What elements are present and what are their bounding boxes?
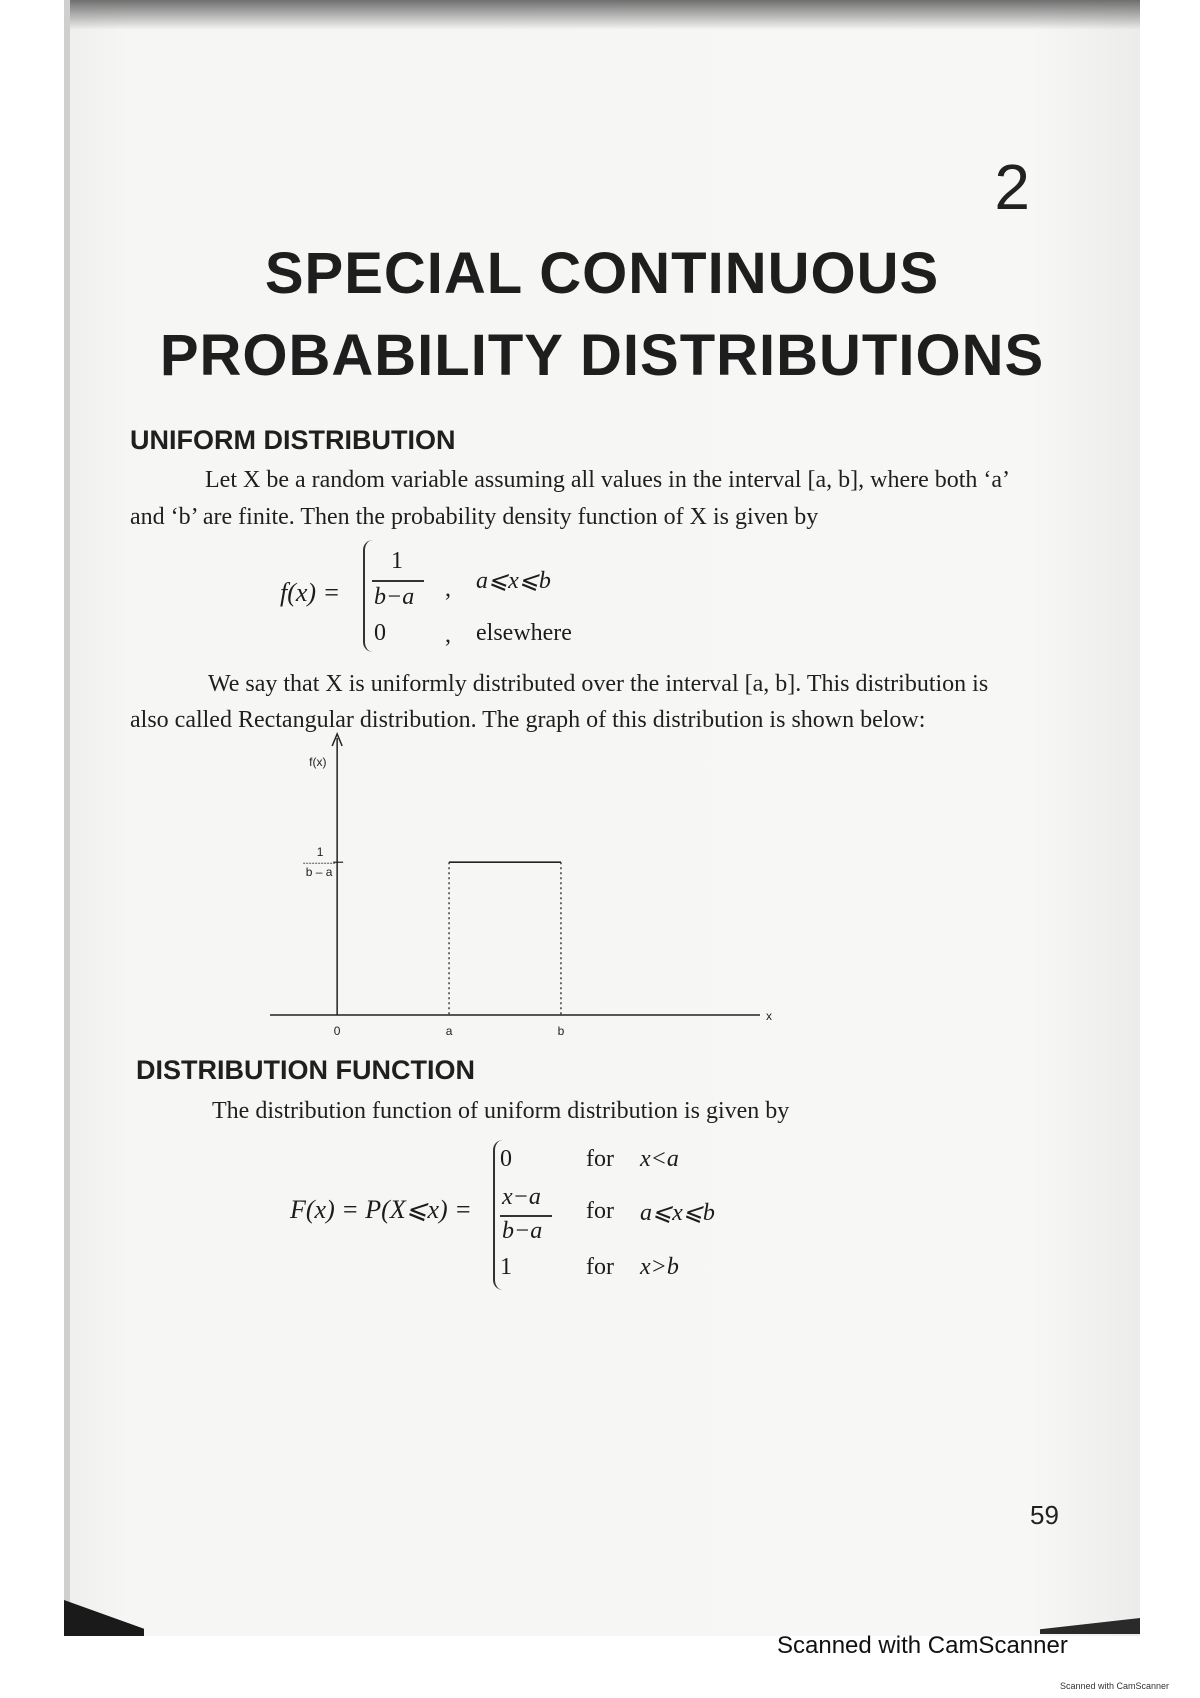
cdf-row1-for: for	[586, 1146, 614, 1172]
cdf-row3-condition: x>b	[640, 1254, 679, 1280]
chapter-title-line1: SPECIAL CONTINUOUS	[264, 241, 940, 306]
pdf-fraction-bar	[372, 580, 424, 582]
camscanner-watermark: Scanned with CamScanner	[777, 1632, 1068, 1659]
pdf-case1-numerator: 1	[391, 548, 403, 574]
paragraph-line: also called Rectangular distribution. The graph of this distribution is shown below:	[130, 707, 926, 733]
paragraph-line: Let X be a random variable assuming all values in the interval [a, b], where both ‘a’	[205, 467, 1011, 493]
paragraph-line: The distribution function of uniform distribution is given by	[212, 1098, 790, 1124]
page-number: 59	[1030, 1500, 1059, 1530]
uniform-density-chart	[270, 730, 800, 1040]
paragraph-line: We say that X is uniformly distributed over the interval [a, b]. This distribution is	[208, 671, 989, 697]
cdf-row3-for: for	[586, 1254, 614, 1280]
paragraph-line: and ‘b’ are finite. Then the probability density function of X is given by	[130, 504, 819, 530]
pdf-case1-separator: ,	[445, 576, 451, 602]
cdf-lhs: F(x) = P(X⩽x) =	[290, 1195, 472, 1224]
pdf-case1-denominator: b−a	[374, 584, 415, 610]
x-tick-label-a: a	[445, 1024, 453, 1038]
cdf-row2-numerator: x−a	[502, 1184, 541, 1210]
chapter-title-line2: PROBABILITY DISTRIBUTIONS	[159, 323, 1045, 388]
y-axis-label: f(x)	[309, 755, 327, 769]
cdf-row3-value: 1	[500, 1254, 512, 1280]
cdf-row1-condition: x<a	[640, 1146, 679, 1172]
pdf-case2-condition: elsewhere	[476, 620, 572, 646]
cdf-fraction-bar	[500, 1215, 552, 1217]
section-heading-distribution-function: DISTRIBUTION FUNCTION	[136, 1055, 475, 1085]
cdf-row2-for: for	[586, 1198, 614, 1224]
section-heading-uniform: UNIFORM DISTRIBUTION	[130, 425, 456, 455]
y-tick-denominator: b – a	[305, 865, 333, 880]
camscanner-watermark-small: Scanned with CamScanner	[1060, 1681, 1170, 1691]
pdf-case2-separator: ,	[445, 622, 451, 648]
pdf-case2-value: 0	[374, 620, 386, 646]
x-axis-label: x	[766, 1009, 772, 1023]
pdf-lhs: f(x) =	[280, 578, 341, 607]
x-tick-label-b: b	[557, 1024, 565, 1038]
cdf-row1-value: 0	[500, 1146, 512, 1172]
page-top-shadow	[64, 0, 1140, 30]
cdf-row2-denominator: b−a	[502, 1218, 543, 1244]
cdf-row2-condition: a⩽x⩽b	[640, 1200, 715, 1226]
x-tick-label-0: 0	[333, 1024, 341, 1038]
y-tick-numerator: 1	[316, 845, 324, 860]
pdf-case1-condition: a⩽x⩽b	[476, 568, 551, 594]
chapter-number: 2	[994, 151, 1030, 223]
